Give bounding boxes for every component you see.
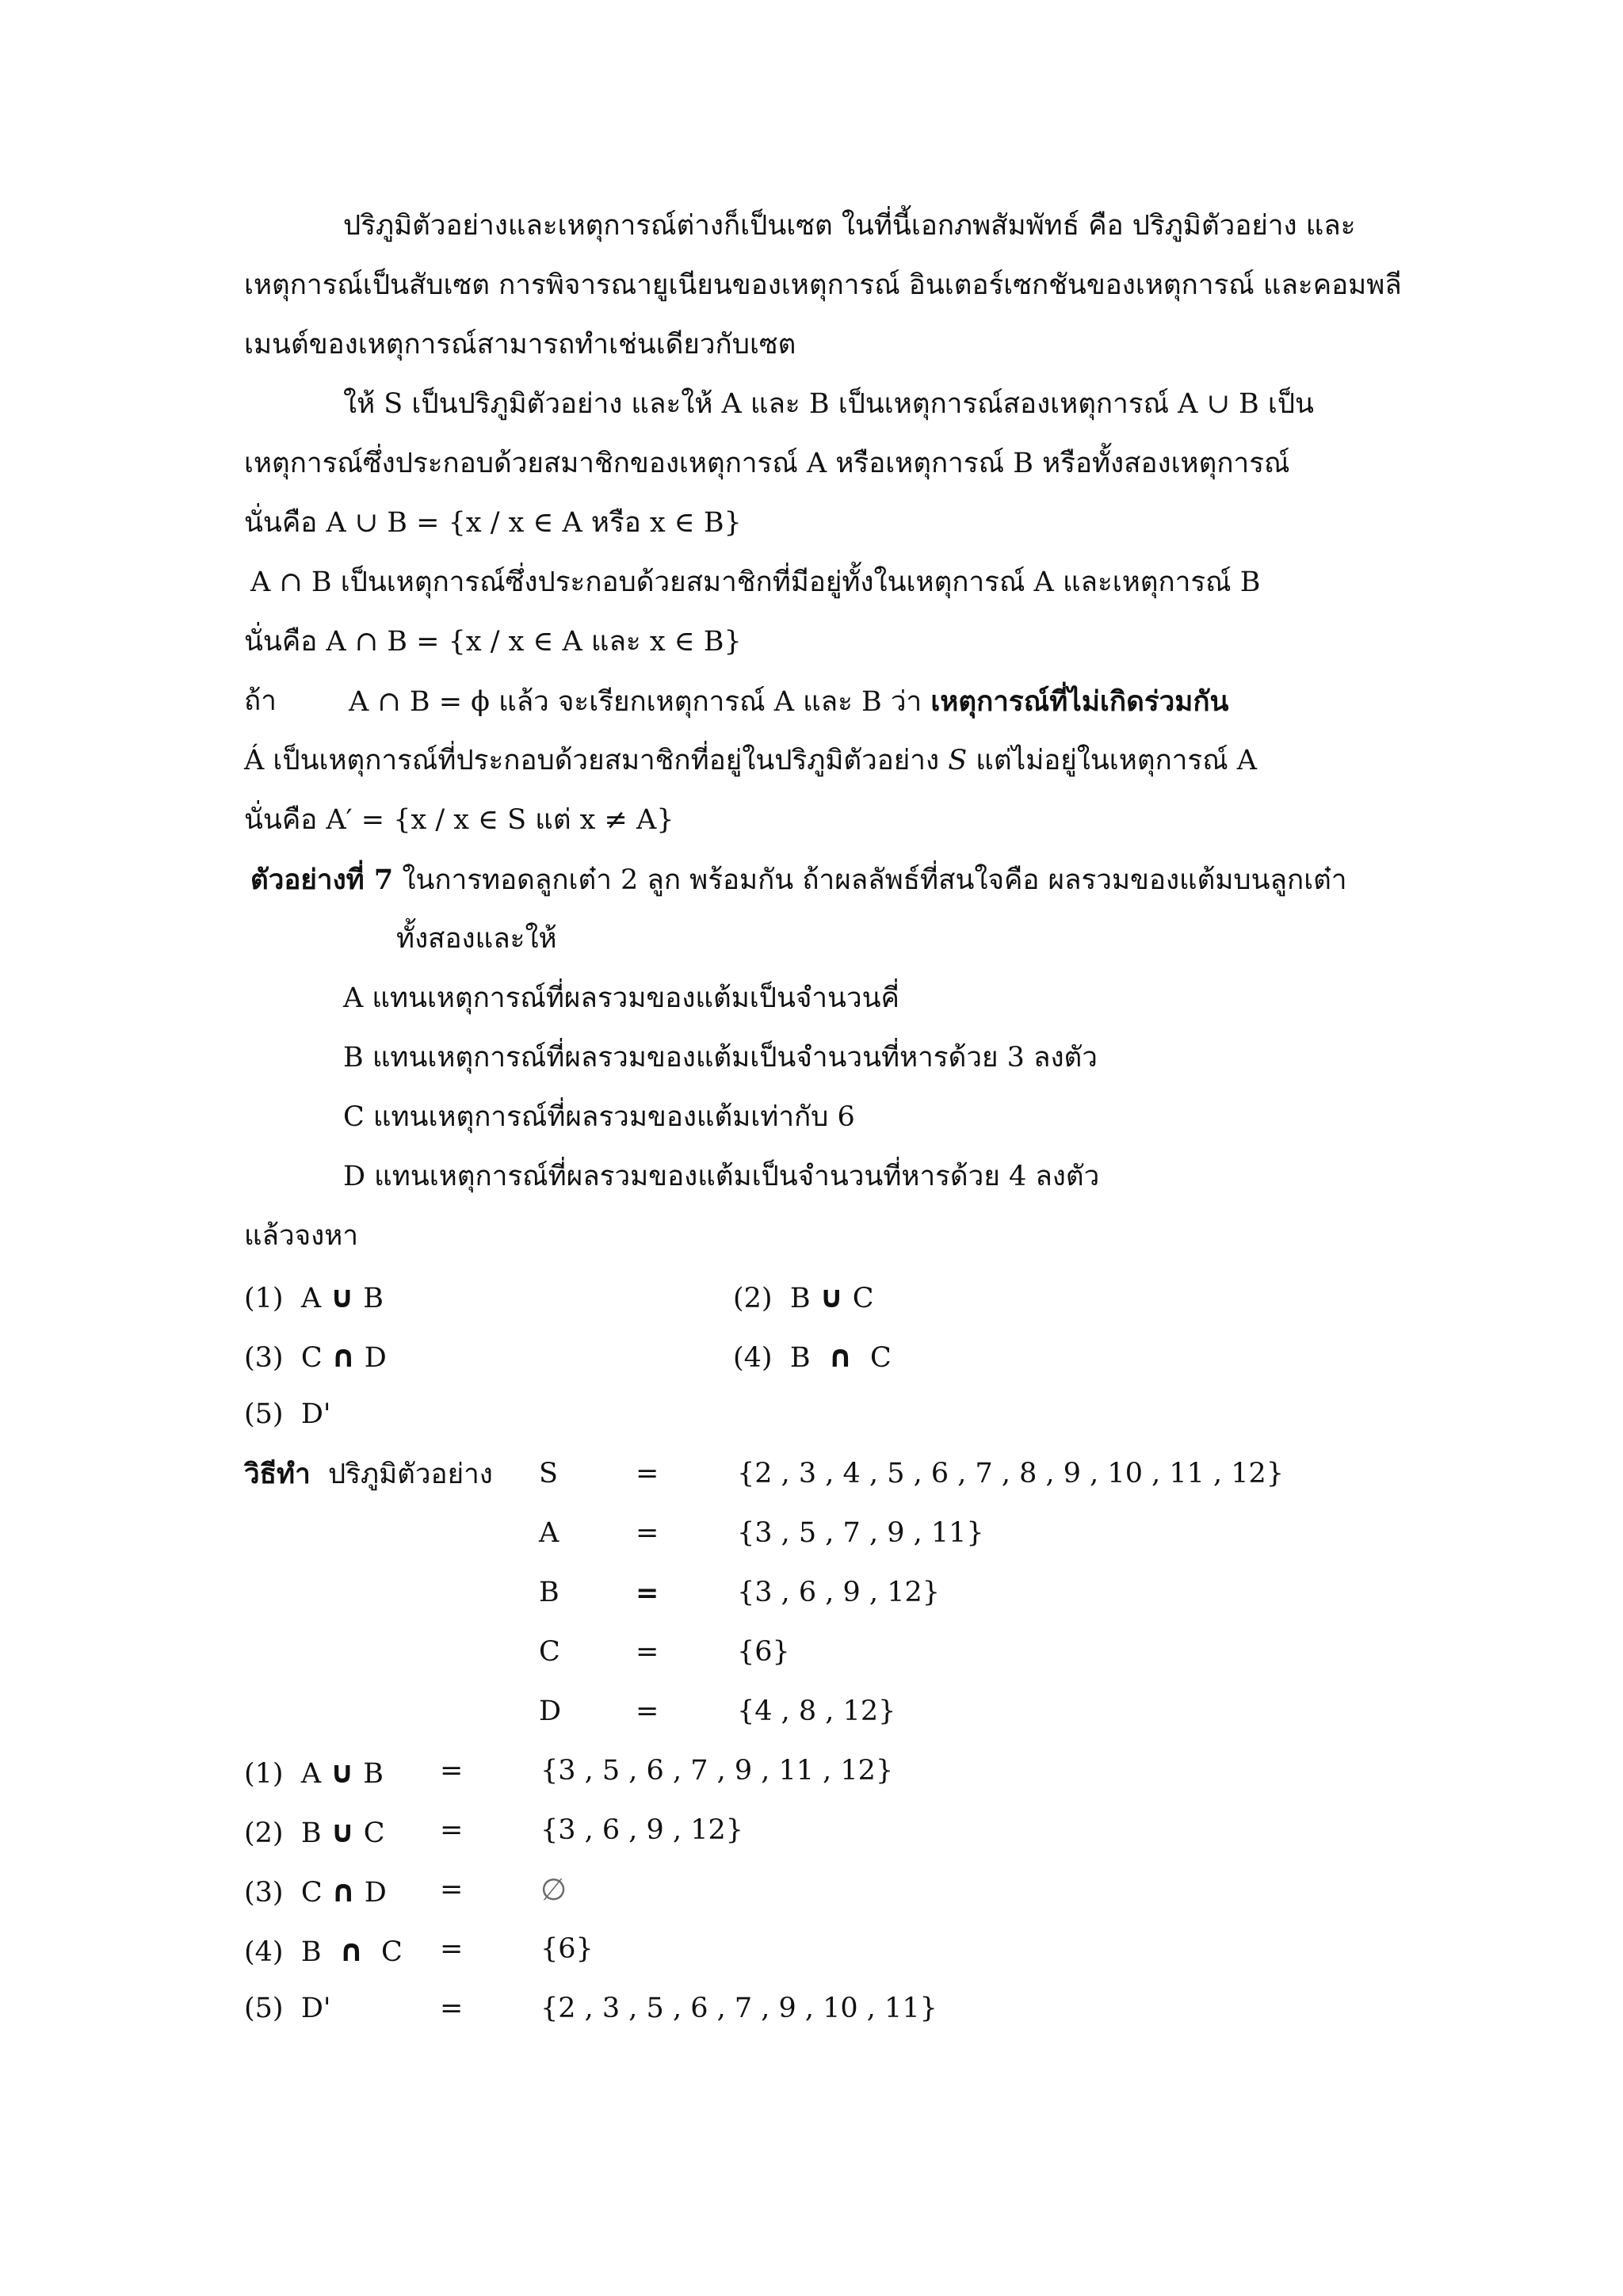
solution-heading	[244, 1460, 493, 1489]
event-d-definition: D แทนเหตุการณ์ที่ผลรวมของแต้มเป็นจำนวนที่หารด้วย 4 ลงตัว	[343, 1161, 1100, 1192]
question-5: (5) D'	[244, 1398, 331, 1430]
event-b-definition: B แทนเหตุการณ์ที่ผลรวมของแต้มเป็นจำนวนที่หารด้วย 3 ลงตัว	[343, 1042, 1098, 1074]
union-formula: นั่นคือ A ∪ B = {x / x ∈ A หรือ x ∈ B}	[244, 507, 742, 539]
document-page: ปริภูมิตัวอย่างและเหตุการณ์ต่างก็เป็นเซต ในที่นี้เอกภพสัมพัทธ์ คือ ปริภูมิตัวอย่าง และ เหตุการณ์เป็นสับเซต การพิจารณายูเนียนของเหตุการณ์ อินเตอร์เซกชันของเหตุการณ์ และคอมพลี เมนต์ของเหตุการณ์สามารถทำเช่นเดียวกับเซต ให้ S เป็นปริภูมิตัวอย่าง และให้ A และ B เป็นเหตุการณ์สองเหตุการณ์ A ∪ B เป็น เหตุการณ์ซึ่งประกอบด้วยสมาชิกของเหตุการณ์ A หรือเหตุการณ์ B หรือทั้งสองเหตุการณ์ นั่นคือ A ∪ B = {x / x ∈ A หรือ x ∈ B} A ∩ B เป็นเหตุการณ์ซึ่งประกอบด้วยสมาชิกที่มีอยู่ทั้งในเหตุการณ์ A และเหตุการณ์ B นั่นคือ A ∩ B = {x / x ∈ A และ x ∈ B} ถ้า A ∩ B = ϕ แล้ว จะเรียกเหตุการณ์ A และ B ว่า เหตุการณ์ที่ไม่เกิดร่วมกัน Á เป็นเหตุการณ์ที่ประกอบด้วยสมาชิกที่อยู่ในปริภูมิตัวอย่าง S แต่ไม่อยู่ในเหตุการณ์ A นั่นคือ A′ = {x / x ∈ S แต่ x ≠ A} ตัวอย่างที่ 7 ในการทอดลูกเต๋า 2 ลูก พร้อมกัน ถ้าผลลัพธ์ที่สนใจคือ ผลรวมของแต้มบนลูกเต๋า ทั้งสองและให้ A แทนเหตุการณ์ที่ผลรวมของแต้มเป็นจำนวนคี่ B แทนเหตุการณ์ที่ผลรวมของแต้มเป็นจำนวนที่หารด้วย 3 ลงตัว C แทนเหตุการณ์ที่ผลรวมของแต้มเท่ากับ 6 D แทนเหตุการณ์ที่ผลรวมของแต้มเป็นจำนวนที่หารด้วย 4 ลงตัว แล้วจงหา (1) A ∪ B (2) B ∪ C (3) C ∩ D (4) B ∩ C (5) D' วิธีทำ ปริภูมิตัวอย่าง S = {2 , 3 , 4 , 5 , 6 , 7 , 8 , 9 , 10 , 11 , 12} A = {3 , 5 , 7 , 9 , 11} B = {3 , 6 , 9 , 12} C = {6} D = {4 , 8 , 12} (1) A ∪ B = {3 , 5 , 6 , 7 , 9 , 11 , 12} (2) B ∪ C = {3 , 6 , 9 , 12} (3) C ∩ D = ∅ (4) B ∩ C = {6} (5) D' = {2 , 3 , 5 , 6 , 7 , 9 , 10 , 11}	[244, 210, 1402, 2024]
intro-line-1: ปริภูมิตัวอย่างและเหตุการณ์ต่างก็เป็นเซต ในที่นี้เอกภพสัมพัทธ์ คือ ปริภูมิตัวอย่าง และ	[343, 210, 1356, 242]
question-4: (4) B ∩ C	[733, 1339, 892, 1374]
disjoint-prefix: ถ้า	[244, 685, 277, 717]
event-a-definition: A แทนเหตุการณ์ที่ผลรวมของแต้มเป็นจำนวนคี่	[343, 982, 899, 1014]
intersection-definition: A ∩ B เป็นเหตุการณ์ซึ่งประกอบด้วยสมาชิกที่มีอยู่ทั้งในเหตุการณ์ A และเหตุการณ์ B	[250, 566, 1261, 598]
sample-space-label: ปริภูมิตัวอย่าง	[328, 1459, 493, 1490]
question-3: (3) C ∩ D	[244, 1339, 387, 1374]
complement-definition	[244, 747, 1257, 775]
intro-line-3: เมนต์ของเหตุการณ์สามารถทำเช่นเดียวกับเซต	[244, 329, 796, 360]
intersection-formula: นั่นคือ A ∩ B = {x / x ∈ A และ x ∈ B}	[244, 626, 742, 658]
complement-text: Á เป็นเหตุการณ์ที่ประกอบด้วยสมาชิกที่อยู่ในปริภูมิตัวอย่าง	[244, 745, 949, 776]
union-definition-line-1: ให้ S เป็นปริภูมิตัวอย่าง และให้ A และ B เป็นเหตุการณ์สองเหตุการณ์ A ∪ B เป็น	[343, 388, 1314, 420]
example-text: ในการทอดลูกเต๋า 2 ลูก พร้อมกัน ถ้าผลลัพธ์ที่สนใจคือ ผลรวมของแต้มบนลูกเต๋า	[393, 864, 1347, 896]
complement-text-end: แต่ไม่อยู่ในเหตุการณ์ A	[967, 745, 1258, 776]
disjoint-term: เหตุการณ์ที่ไม่เกิดร่วมกัน	[930, 685, 1229, 718]
empty-set-symbol: ∅	[540, 1872, 567, 1907]
complement-sample-space-symbol: S	[948, 745, 968, 776]
find-prompt: แล้วจงหา	[244, 1220, 358, 1252]
complement-formula: นั่นคือ A′ = {x / x ∈ S แต่ x ≠ A}	[244, 804, 674, 836]
question-1: (1) A ∪ B	[244, 1280, 384, 1314]
event-c-definition: C แทนเหตุการณ์ที่ผลรวมของแต้มเท่ากับ 6	[343, 1101, 855, 1133]
disjoint-text: A ∩ B = ϕ แล้ว จะเรียกเหตุการณ์ A และ B ว่า	[349, 686, 931, 718]
intro-line-2: เหตุการณ์เป็นสับเซต การพิจารณายูเนียนของเหตุการณ์ อินเตอร์เซกชันของเหตุการณ์ และคอมพลี	[244, 269, 1402, 301]
solution-label: วิธีทำ	[244, 1458, 311, 1490]
example-text-continued: ทั้งสองและให้	[396, 923, 557, 955]
union-definition-line-2: เหตุการณ์ซึ่งประกอบด้วยสมาชิกของเหตุการณ์ A หรือเหตุการณ์ B หรือทั้งสองเหตุการณ์	[244, 448, 1290, 479]
example-label: ตัวอย่างที่ 7	[250, 864, 394, 896]
disjoint-definition	[349, 685, 1229, 718]
question-2: (2) B ∪ C	[733, 1280, 874, 1314]
example-heading	[250, 866, 1347, 894]
